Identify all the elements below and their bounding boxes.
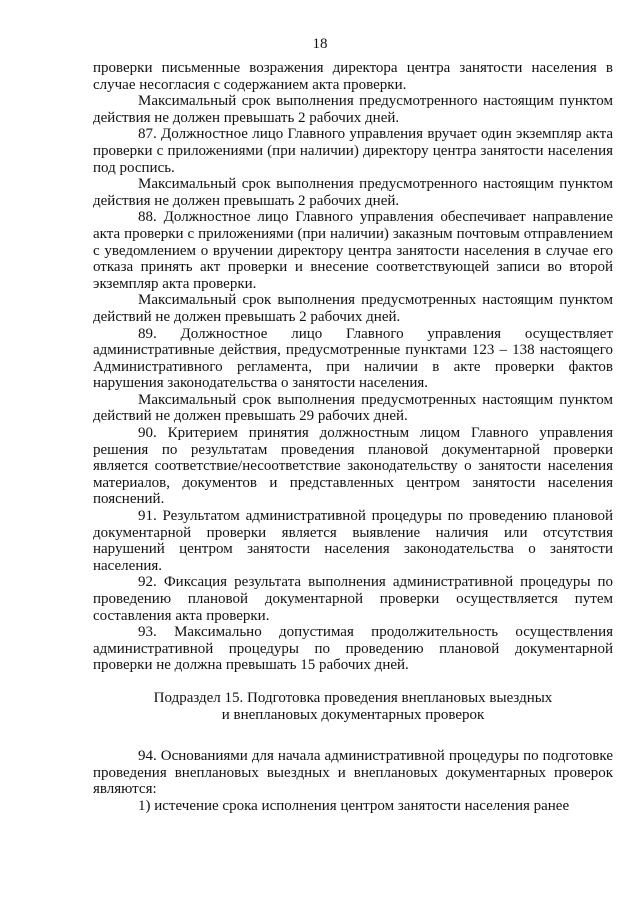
subsection-heading-line: и внеплановых документарных проверок — [221, 706, 485, 723]
paragraph: 89. Должностное лицо Главного управления осуществляет административные действия, предусмотренные пунктами 123 – 138 настоящего Административного регламента, при наличии в акте проверки фактов нарушения законодательства о занятости населения. — [93, 325, 613, 392]
paragraph: 87. Должностное лицо Главного управления вручает один экземпляр акта проверки с приложениями (при наличии) директору центра занятости населения под роспись. — [93, 126, 613, 176]
paragraph: Максимальный срок выполнения предусмотренного настоящим пунктом действия не должен превышать 2 рабочих дней. — [93, 93, 613, 126]
paragraph: 92. Фиксация результата выполнения административной процедуры по проведению плановой документарной проверки осуществляется путем составления акта проверки. — [93, 574, 613, 624]
paragraph: 94. Основаниями для начала административной процедуры по подготовке проведения внеплановых выездных и внеплановых документарных проверок являются: — [93, 747, 613, 798]
subsection-heading — [93, 690, 613, 724]
paragraph: 1) истечение срока исполнения центром занятости населения ранее — [138, 797, 570, 814]
subsection-heading-line: Подраздел 15. Подготовка проведения внеплановых выездных — [153, 689, 553, 706]
paragraph: 93. Максимально допустимая продолжительность осуществления административной процедуры по проведению плановой документарной проверки не должна превышать 15 рабочих дней. — [93, 624, 613, 674]
paragraph: Максимальный срок выполнения предусмотренных настоящим пунктом действий не должен превышать 29 рабочих дней. — [93, 391, 613, 425]
paragraph: Максимальный срок выполнения предусмотренного настоящим пунктом действия не должен превышать 2 рабочих дней. — [93, 176, 613, 209]
paragraph: 91. Результатом административной процедуры по проведению плановой документарной проверки является выявление наличия или отсутствия нарушений центром занятости населения законодательства о занятости населения. — [93, 508, 613, 574]
page-number: 18 — [312, 36, 328, 52]
document-body — [93, 60, 613, 814]
paragraph: Максимальный срок выполнения предусмотренных настоящим пунктом действий не должен превышать 2 рабочих дней. — [93, 292, 613, 325]
paragraph: проверки письменные возражения директора центра занятости населения в случае несогласия с содержанием акта проверки. — [93, 60, 613, 93]
paragraph: 90. Критерием принятия должностным лицом Главного управления решения по результатам проведения плановой документарной проверки является соответствие/несоответствие законодательству о занятости населения материалов, документов и представленных центром занятости населения пояснений. — [93, 425, 613, 508]
paragraph: 88. Должностное лицо Главного управления обеспечивает направление акта проверки с приложениями (при наличии) заказным почтовым отправлением с уведомлением о вручении директору центра занятости населения в случае его отказа принять акт проверки и внесение соответствующей записи во второй экземпляр акта проверки. — [93, 209, 613, 292]
